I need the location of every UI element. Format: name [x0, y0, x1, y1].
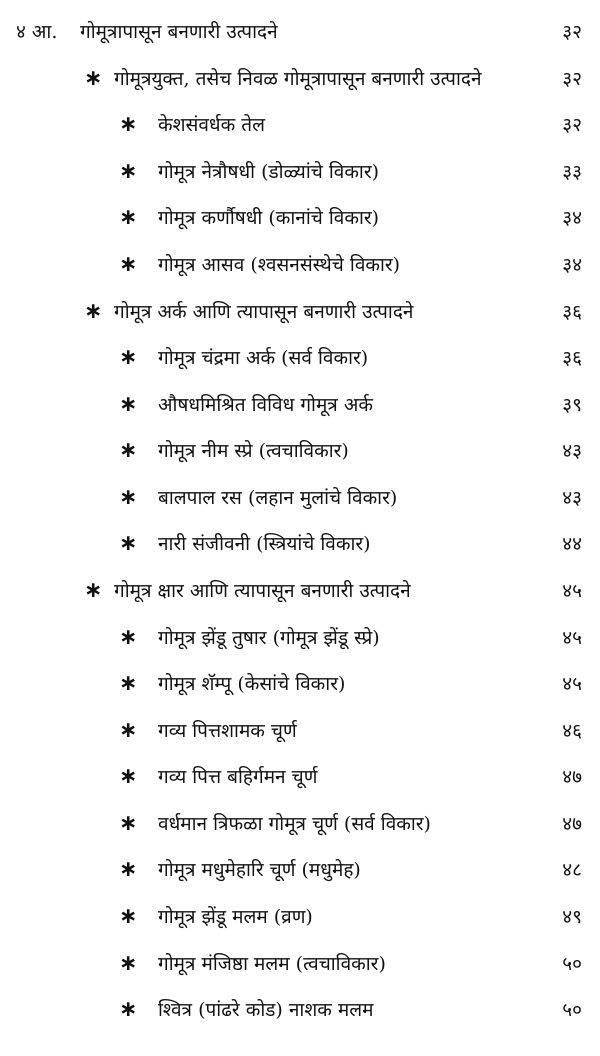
page-number: ४३: [562, 487, 582, 509]
section-number: ४ आ.: [16, 21, 58, 43]
toc-entry: [0, 804, 600, 844]
page-number: ३३: [562, 161, 582, 183]
page-number: ३६: [562, 301, 582, 323]
toc-heading: [0, 12, 600, 52]
asterisk-icon: ∗: [119, 857, 138, 882]
page-number: ४५: [562, 673, 582, 695]
toc-entry: [0, 245, 600, 285]
entry-title: नारी संजीवनी (स्त्रियांचे विकार): [158, 533, 371, 555]
asterisk-icon: ∗: [119, 345, 138, 370]
toc-entry: [0, 571, 600, 611]
entry-title: श्‍वित्र (पांढरे कोड) नाशक मलम: [158, 999, 374, 1021]
toc-entry: [0, 152, 600, 192]
asterisk-icon: ∗: [119, 392, 138, 417]
page-number: ३२: [562, 68, 582, 90]
page-number: ४४: [562, 533, 582, 555]
page-number: ४७: [562, 813, 582, 835]
page-number: ४५: [562, 580, 582, 602]
toc-entry: [0, 524, 600, 564]
entry-title: गोमूत्र नीम स्प्रे (त्वचाविकार): [158, 440, 349, 462]
entry-title: वर्धमान त्रिफळा गोमूत्र चूर्ण (सर्व विकार): [158, 813, 431, 835]
page-number: ४५: [562, 627, 582, 649]
toc-entry: [0, 618, 600, 658]
toc-entry: [0, 990, 600, 1030]
asterisk-icon: ∗: [119, 811, 138, 836]
page-number: ४९: [562, 906, 582, 928]
page-number: ४३: [562, 440, 582, 462]
entry-title: गव्य पित्त बहिर्गमन चूर्ण: [158, 766, 318, 788]
asterisk-icon: ∗: [84, 578, 103, 603]
toc-entry: [0, 944, 600, 984]
page-number: ४६: [562, 720, 582, 742]
asterisk-icon: ∗: [84, 66, 103, 91]
entry-title: गोमूत्र शॅम्पू (केसांचे विकार): [158, 673, 346, 695]
asterisk-icon: ∗: [119, 718, 138, 743]
entry-title: गव्य पित्तशामक चूर्ण: [158, 720, 297, 742]
entry-title: गोमूत्र कर्णौषधी (कानांचे विकार): [158, 207, 380, 229]
asterisk-icon: ∗: [119, 252, 138, 277]
toc-entry: [0, 664, 600, 704]
asterisk-icon: ∗: [119, 531, 138, 556]
asterisk-icon: ∗: [119, 485, 138, 510]
toc-entry: [0, 850, 600, 890]
page-number: ४८: [562, 859, 582, 881]
page-number: ४७: [562, 766, 582, 788]
page-number: ५०: [562, 999, 582, 1021]
section-title: गोमूत्रापासून बनणारी उत्पादने: [80, 21, 278, 43]
toc-entry: [0, 59, 600, 99]
entry-title: गोमूत्र झेंडू तुषार (गोमूत्र झेंडू स्प्रे): [158, 627, 380, 649]
asterisk-icon: ∗: [119, 671, 138, 696]
asterisk-icon: ∗: [119, 159, 138, 184]
entry-title: गोमूत्र आसव (श्‍वसनसंस्थेचे विकार): [158, 254, 401, 276]
entry-title: केशसंवर्धक तेल: [158, 114, 265, 136]
entry-title: गोमूत्र अर्क आणि त्यापासून बनणारी उत्पादने: [114, 301, 414, 323]
page-number: ३४: [562, 207, 582, 229]
toc-entry: [0, 105, 600, 145]
page-number: ३४: [562, 254, 582, 276]
page-number: ३२: [562, 114, 582, 136]
page-number: ३२: [562, 21, 582, 43]
asterisk-icon: ∗: [119, 438, 138, 463]
page-number: ३९: [562, 394, 582, 416]
asterisk-icon: ∗: [119, 764, 138, 789]
toc-entry: [0, 338, 600, 378]
asterisk-icon: ∗: [119, 625, 138, 650]
entry-title: गोमूत्र झेंडू मलम (व्रण): [158, 906, 313, 928]
entry-title: गोमूत्र मधुमेहारि चूर्ण (मधुमेह): [158, 859, 361, 881]
toc-entry: [0, 385, 600, 425]
toc-entry: [0, 292, 600, 332]
toc-entry: [0, 897, 600, 937]
entry-title: गोमूत्र मंजिष्ठा मलम (त्वचाविकार): [158, 953, 386, 975]
toc-entry: [0, 431, 600, 471]
toc-entry: [0, 478, 600, 518]
entry-title: गोमूत्र चंद्रमा अर्क (सर्व विकार): [158, 347, 369, 369]
asterisk-icon: ∗: [119, 951, 138, 976]
entry-title: औषधमिश्रित विविध गोमूत्र अर्क: [158, 394, 373, 416]
page-number: ५०: [562, 953, 582, 975]
asterisk-icon: ∗: [119, 205, 138, 230]
toc-entry: [0, 198, 600, 238]
asterisk-icon: ∗: [119, 997, 138, 1022]
asterisk-icon: ∗: [84, 299, 103, 324]
entry-title: गोमूत्रयुक्त, तसेच निवळ गोमूत्रापासून बनणारी उत्पादने: [114, 68, 482, 90]
page-number: ३६: [562, 347, 582, 369]
toc-entry: [0, 711, 600, 751]
entry-title: गोमूत्र क्षार आणि त्यापासून बनणारी उत्पादने: [114, 580, 411, 602]
toc-entry: [0, 757, 600, 797]
asterisk-icon: ∗: [119, 904, 138, 929]
entry-title: गोमूत्र नेत्रौषधी (डोळ्यांचे विकार): [158, 161, 380, 183]
asterisk-icon: ∗: [119, 112, 138, 137]
entry-title: बालपाल रस (लहान मुलांचे विकार): [158, 487, 398, 509]
